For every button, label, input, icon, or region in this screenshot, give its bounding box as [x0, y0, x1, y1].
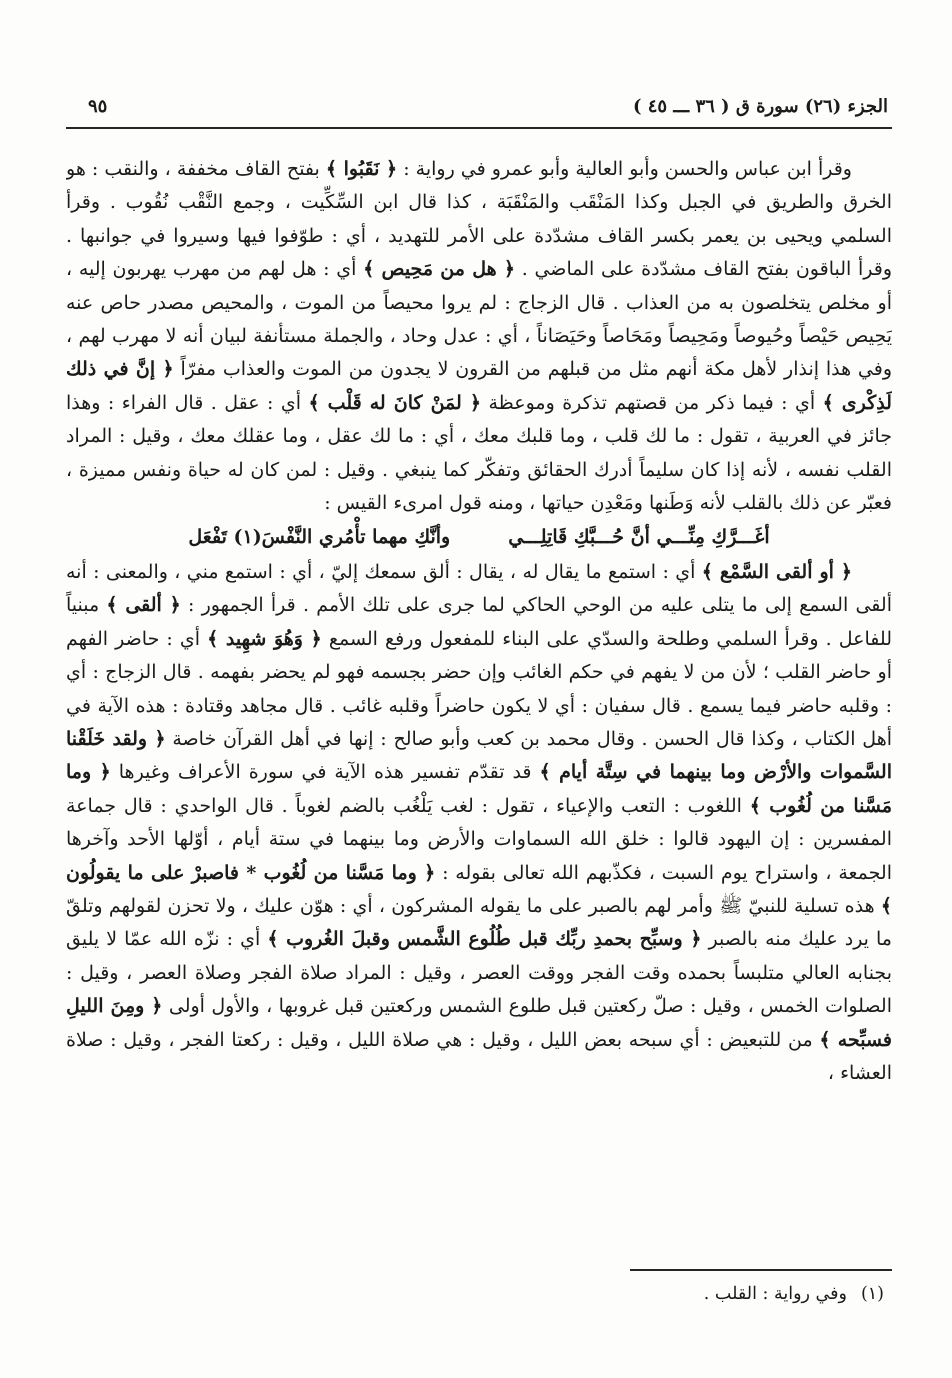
footnote [66, 1284, 892, 1304]
quran-quote: ﴿ إنَّ في ذلك لَذِكْرى ﴾ [66, 358, 892, 414]
quran-quote: ﴿ نَقَبُوا ﴾ [325, 158, 398, 180]
quran-quote: ﴿ أو ألقى السَّمْع ﴾ [701, 560, 852, 583]
body-text [66, 153, 892, 1090]
text-run: من للتبعيض : أي سبحه بعض الليل ، وقيل : هي صلاة الليل ، وقيل : ركعتا الفجر ، وقيل : صلاة العشاء ، [66, 1028, 892, 1084]
quran-quote: ﴿ ومِنَ الليلِ فسبِّحه ﴾ [66, 995, 892, 1051]
quran-quote: ﴿ وما مَسَّنا من لُغُوب * فاصبرْ على ما يقولُون ﴾ [66, 861, 892, 917]
text-run: أي : عقل . قال الفراء : وهذا جائز في العربية ، تقول : ما لك قلب ، وما قلبك معك ، أي : ما لك عقل ، وما عقلك معك ، وقيل : المراد القلب نفسه ، لأنه إذا كان سليماً أدرك الحقائق وتفكّر كما ينبغي . وقيل : لمن كان له حياة ونفس مميزة ، فعبّر عن ذلك بالقلب لأنه وَطَنها ومَعْدِن حياتها ، ومنه قول امرىء القيس : [66, 391, 892, 515]
text-run: مبنياً للفاعل . وقرأ السلمي وطلحة والسدّي على البناء للمفعول ورفع السمع [66, 594, 892, 650]
page-footer [66, 1269, 892, 1304]
text-run: أي : حاضر الفهم أو حاضر القلب ؛ لأن من لا يفهم في حكم الغائب وإن حضر بجسمه فهو لم يحضر بفهمه . قال الزجاج : أي : وقلبه حاضر فيما يسمع . قال سفيان : أي لا يكون حاضراً وقلبه غائب . قال مجاهد وقتادة : هذه الآية في أهل الكتاب ، وكذا قال الحسن . وقال محمد بن كعب وأبو صالح : إنها في أهل القرآن خاصة [66, 627, 892, 750]
text-run: أي : فيما ذكر من قصتهم تذكرة وموعظة [481, 391, 823, 414]
quran-quote: ﴿ ألقى ﴾ [106, 594, 181, 617]
header-title: الجزء (٢٦) سورة ق ( ٣٦ ـــ ٤٥ ) [632, 96, 888, 117]
prose-paragraph [66, 556, 892, 1091]
header-rule [66, 127, 892, 129]
poetry-line [66, 521, 892, 554]
quran-quote: ﴿ هل من مَحِيص ﴾ [363, 258, 516, 281]
hemistich-right: أغَـــرَّكِ مِنِّـــي أنَّ حُـــبَّكِ قَاتِلِـــي [508, 526, 770, 549]
text-run: أي : نزّه الله عمّا لا يليق بجنابه العالي متلبساً بحمده وقت الفجر ووقت العصر ، وقيل : المراد صلاة الفجر وصلاة العصر ، وقيل : الصلوات الخمس ، وقيل : صلّ ركعتين قبل طلوع الشمس وركعتين قبل غروبها ، والأول أولى [66, 928, 892, 1018]
footnote-rule [630, 1269, 892, 1271]
quran-quote: ﴿ وسبِّح بحمدِ ربِّك قبل طُلُوع الشَّمس وقبلَ الغُروب ﴾ [267, 928, 702, 951]
text-run: أي : هل لهم من مهرب يهربون إليه ، أو مخلص يتخلصون به من العذاب . قال الزجاج : لم يروا محيصاً من الموت ، والمحيص مصدر حاص عنه يَحِيص حَيْصاً وحُيوصاً ومَحِيصاً ومَحَاصاً وحَيَصَاناً ، أي : عدل وحاد ، والجملة مستأنفة لبيان أنه لا مهرب لهم ، وفي هذا إنذار لأهل مكة أنهم مثل من قبلهم من القرون لا يجدون من الموت والعذاب مفرّاً [66, 258, 892, 381]
page-header [66, 96, 892, 117]
hemistich-left: وأنَّكِ مهما تأْمُري النَّفْسَ(١) تَفْعَل [188, 526, 451, 549]
text-run: هذه تسلية للنبيّ ﷺ وأمر لهم بالصبر على ما يقوله المشركون ، أي : هوّن عليك ، ولا تحزن لقولهم وتلقّ ما يرد عليك منه بالصبر [66, 894, 892, 951]
prose-paragraph [66, 153, 892, 520]
quran-quote: ﴿ ولقد خَلَقْنا السَّموات والأرْض وما بينهما في سِتَّة أيام ﴾ [66, 727, 892, 784]
page-number: ٩٥ [88, 96, 108, 117]
footnote-text: وفي رواية : القلب . [703, 1284, 847, 1304]
quran-quote: ﴿ لمَنْ كانَ له قَلْب ﴾ [308, 391, 481, 414]
text-run: قد تقدّم تفسير هذه الآية في سورة الأعراف وغيرها [110, 761, 540, 784]
quran-quote: ﴿ وما مَسَّنا من لُغُوب ﴾ [66, 761, 892, 817]
footnote-marker: (١) [860, 1284, 884, 1304]
text-run: بفتح القاف مخففة ، والنقب : هو الخرق والطريق في الجبل وكذا المَنْقَب والمَنْقَبَة ، كذا قال ابن السِّكِّيت ، وجمع النَّقْب نُقُوب . وقرأ السلمي ويحيى بن يعمر بكسر القاف مشدّدة على الأمر للتهديد ، أي : طوّفوا فيها وسيروا في جوانبها . وقرأ الباقون بفتح القاف مشدّدة على الماضي . [66, 158, 892, 281]
quran-quote: ﴿ وَهُوَ شهِيد ﴾ [207, 627, 322, 650]
text-run: وقرأ ابن عباس والحسن وأبو العالية وأبو عمرو في رواية : [397, 158, 852, 180]
text-run: اللغوب : التعب والإعياء ، تقول : لغب يَلْغُب بالضم لغوباً . قال الواحدي : قال جماعة المفسرين : إن اليهود قالوا : خلق الله السماوات والأرض وما بينهما في ستة أيام ، أوّلها الأحد وآخرها الجمعة ، واستراح يوم السبت ، فكذّبهم الله تعالى بقوله : [66, 794, 892, 884]
text-run: أي : استمع ما يقال له ، يقال : ألق سمعك إليّ ، أي : استمع مني ، والمعنى : أنه ألقى السمع إلى ما يتلى عليه من الوحي الحاكي لما جرى على تلك الأمم . قرأ الجمهور : [66, 560, 892, 617]
